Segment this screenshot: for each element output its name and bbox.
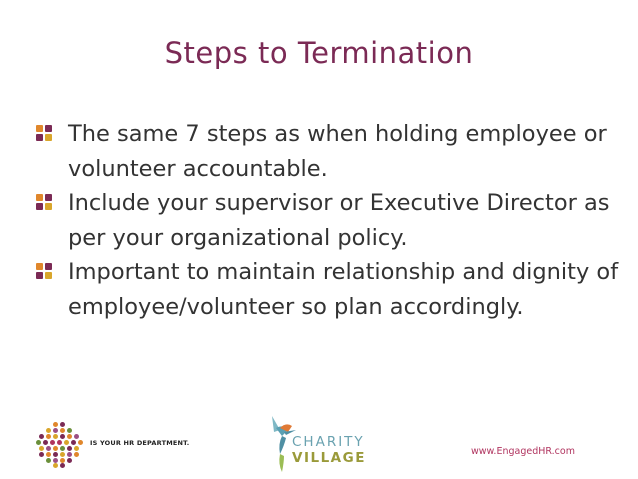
bullet-list <box>36 117 626 324</box>
website-link[interactable]: www.EngagedHR.com <box>471 446 575 457</box>
bullet-text: The same 7 steps as when holding employee or volunteer accountable. <box>68 121 607 182</box>
slide-footer <box>0 400 638 479</box>
square-cluster-icon <box>36 125 52 141</box>
bullet-text: Include your supervisor or Executive Director as per your organizational policy. <box>68 190 610 251</box>
charity-text: CHARITY <box>292 434 365 450</box>
slide-title: Steps to Termination <box>164 36 474 70</box>
square-cluster-icon <box>36 194 52 210</box>
village-text: VILLAGE <box>292 450 366 466</box>
bullet-item <box>36 186 626 255</box>
bullet-item <box>36 255 626 324</box>
engaged-hr-logo <box>34 420 82 468</box>
square-cluster-icon <box>36 263 52 279</box>
bullet-item <box>36 117 626 186</box>
charity-village-logo <box>262 410 372 470</box>
bullet-text: Important to maintain relationship and dignity of employee/volunteer so plan accordingly. <box>68 259 619 320</box>
engaged-hr-tagline: IS YOUR HR DEPARTMENT. <box>90 439 190 447</box>
